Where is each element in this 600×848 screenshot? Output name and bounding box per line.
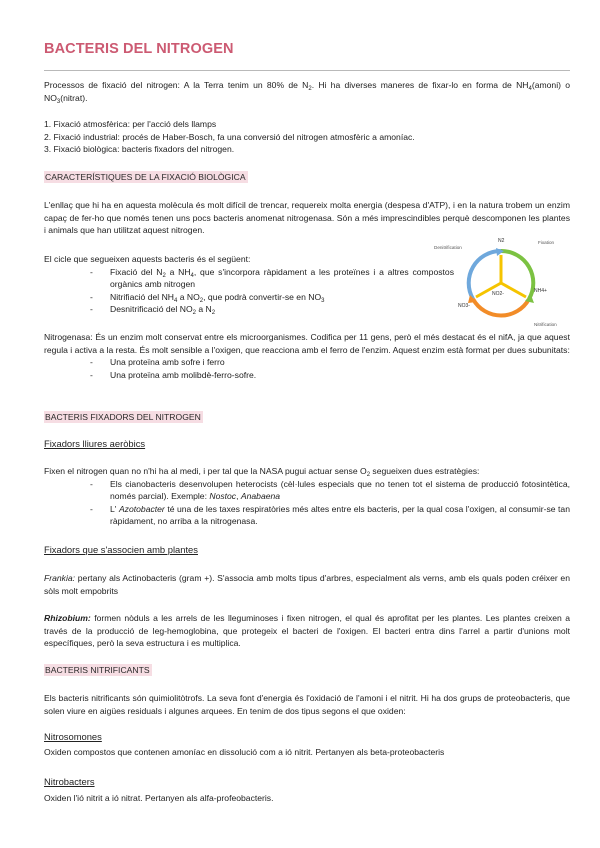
cycle-paragraph: El cicle que segueixen aquests bacteris és el següent: - Fixació del $N_2$ a $NH_4$, que s'incorpora ràpidament a les proteïnes i a altres compostos orgànics amb nitrogen - Nitrifiació del $NH_4$ a $NO_2$, que podrà convertir-se en $NO_3$ - Desnitrificació del $NO_2$ a $N_2$ (44, 254, 455, 316)
node-nh4: NH4+ (534, 288, 547, 294)
list-item: 2. Fixació industrial: procés de Haber-Bosch, fa una conversió del nitrogen atmosfèric a amoníac. (44, 131, 415, 142)
list-item: - Nitrifiació del $NH_4$ a $NO_2$, que podrà convertir-se en $NO_3$ (90, 291, 325, 304)
section-heading-biological-fixation: CARACTERÍSTIQUES DE LA FIXACIÓ BIOLÒGICA (45, 172, 246, 182)
rhizobium-paragraph: Rhizobium: formen nòduls a les arrels de les lleguminoses i fixen nitrogen, el qual és aprofitat per les plantes. Les plantes creixen a través de la producció de leg-hemoglobina, que protegeix el bacteri de l'oxigen. El bacteri entra dins l'arrel a partir d'unions molt específiques, però la seva estructura i es multiplica. (44, 613, 570, 648)
nitrifying-paragraph: Els bacteris nitrificants són quimiolitòtrofs. La seva font d'energia és l'oxidació de l'amoni i el nitrit. Hi ha dos grups de proteobacteris, que solen viure en aigües residuals i algunes arquees. En tenim de dos tipus segons el que oxiden: (44, 693, 570, 716)
rhizobium-label: Rhizobium: (44, 613, 91, 623)
page-title: BACTERIS DEL NITROGEN (44, 41, 234, 57)
section-heading-nitrifying: BACTERIS NITRIFICANTS (45, 665, 150, 675)
node-no3: NO3- (458, 303, 470, 309)
spoke-right (501, 283, 526, 297)
section-heading-nitrogen-fixers: BACTERIS FIXADORS DEL NITROGEN (45, 412, 201, 422)
subheading-nitrobacters: Nitrobacters (44, 776, 95, 787)
enzyme-paragraph: L'enllaç que hi ha en aquesta molècula és molt difícil de trencar, requereix molta energia (despesa d'ATP), i en la natura trobem un enzim capaç de fer-ho que només tenen uns pocs bacteris anomenat nitrogenasa. Són a més imprescindibles perquè descomponen les plantes i animals que han utilitzat aquest nitrogen. (44, 200, 570, 235)
nitrogen-cycle-figure (430, 233, 572, 333)
subheading-nitrosomones: Nitrosomones (44, 731, 102, 742)
list-item: 3. Fixació biològica: bacteris fixadors del nitrogen. (44, 144, 235, 154)
list-item: - Els cianobacteris desenvolupen heterocists (cèl·lules especials que no tenen tot el sistema de producció fotosintètica, només parcial). Exemple: Nostoc, Anabaena (90, 478, 570, 501)
subheading-free-aerobic: Fixadors lliures aeròbics (44, 438, 146, 449)
intro-label: Processos de fixació del nitrogen: (44, 80, 180, 90)
strategies-list (44, 478, 570, 528)
nitrogenase-paragraph: Nitrogenasa: És un enzim molt conservat entre els microorganismes. Codifica per 11 gens, però el més destacat és el nifA, ja que aquest regula i activa a la resta. És molt sensible a l'oxigen, que reacciona amb el ferro de l'enzim. Aquest enzim està format per dues subunitats: - Una proteïna amb sofre i ferro - Una proteïna amb molibdè-ferro-sofre. (44, 332, 570, 380)
nitrosomones-paragraph: Oxiden compostos que contenen amoníac en dissolució com a ió nitrit. Pertanyen als beta-proteobacteris (44, 747, 445, 757)
label-denitrification: Denitrification (434, 245, 462, 250)
title-divider (44, 70, 570, 71)
cycle-steps-list (44, 266, 454, 316)
list-item: - Una proteïna amb sofre i ferro (90, 357, 225, 367)
nitrogenase-label: Nitrogenasa: (44, 332, 93, 342)
subunits-list (44, 356, 570, 381)
nitrobacters-paragraph: Oxiden l'ió nitrit a ió nitrat. Pertanyen als alfa-profeobacteris. (44, 793, 274, 803)
list-item: 1. Fixació atmosfèrica: per l'acció dels llamps (44, 119, 217, 129)
free-fixers-paragraph: Fixen el nitrogen quan no n'hi ha al medi, i per tal que la NASA pugui actuar sense $O_2$ segueixen dues estratègies: - Els cianobacteris desenvolupen heterocists (cèl·lules especials que no tenen tot el sistema de producció fotosintètica, només parcial). Exemple: Nostoc, Anabaena - L' Azotobacter té una de les taxes respiratòries més altes entre els bacteris, per la qual cosa l'oxigen, al consumir-se tan ràpidament, no arriba a la nitrogenasa. (44, 466, 570, 526)
subheading-plant-associated: Fixadors que s'associen amb plantes (44, 544, 198, 555)
label-fixation: Fixation (538, 240, 555, 245)
frankia-label: Frankia: (44, 573, 76, 583)
node-n2: N2 (498, 238, 505, 244)
list-item: - L' Azotobacter té una de les taxes respiratòries més altes entre els bacteris, per la qual cosa l'oxigen, al consumir-se tan ràpidament, no arriba a la nitrogenasa. (90, 503, 570, 526)
list-item: - Fixació del $N_2$ a $NH_4$, que s'incorpora ràpidament a les proteïnes i a altres compostos orgànics amb nitrogen (90, 266, 455, 289)
node-no2: NO2- (492, 291, 504, 297)
fixation-methods-list (44, 118, 570, 156)
nitrification-arc (473, 299, 529, 316)
frankia-paragraph: Frankia: pertany als Actinobacteris (gram +). S'associa amb molts tipus d'arbres, especialment als verns, amb els quals poden créixer en sòls molt empobrits (44, 573, 570, 596)
intro-paragraph: Processos de fixació del nitrogen: A la Terra tenim un 80% de $N_2$. Hi ha diverses maneres de fixar-lo en forma de $NH_4(amoni)$ o $NO_3(nitrat)$. (44, 80, 570, 105)
list-item: - Una proteïna amb molibdè-ferro-sofre. (90, 369, 257, 380)
label-nitrification: Nitrification (534, 322, 557, 327)
list-item: - Desnitrificació del $NO_2$ a $N_2$ (90, 304, 216, 316)
